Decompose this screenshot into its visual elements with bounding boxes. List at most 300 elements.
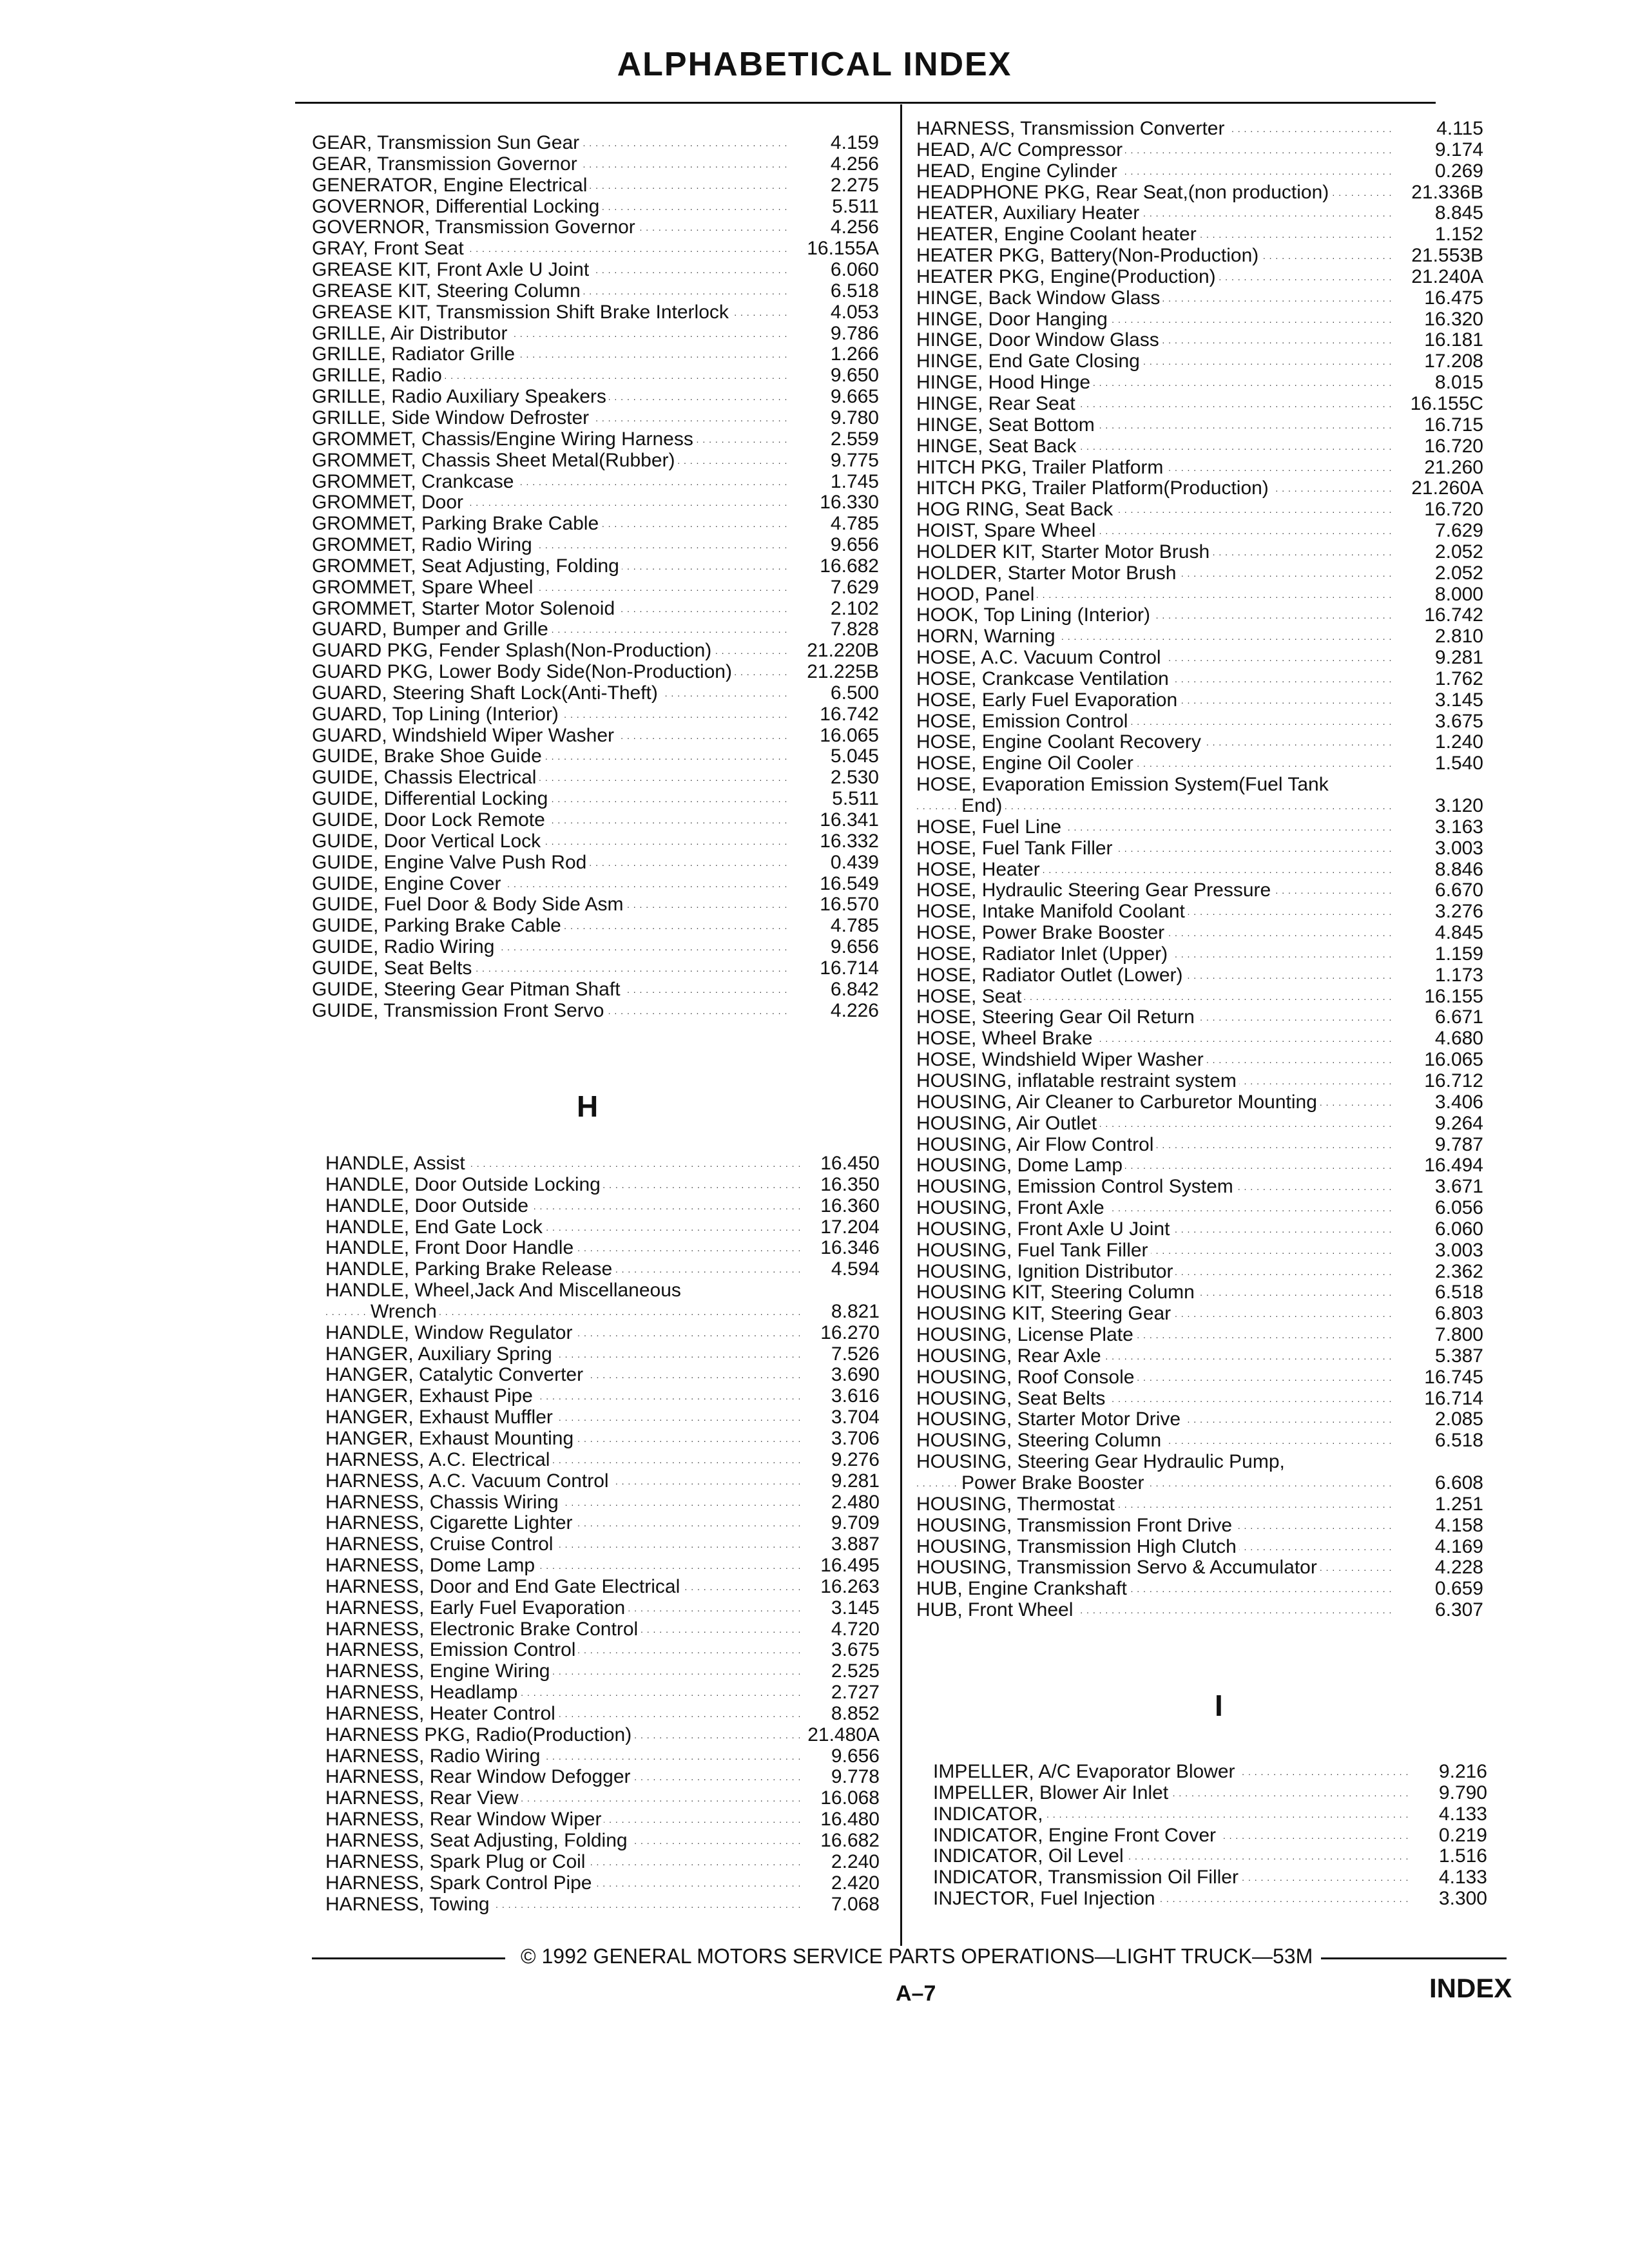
entry-name-text: HEADPHONE PKG, Rear Seat,(non production) [916,182,1331,203]
entry-name [312,937,789,958]
index-entry [312,619,879,640]
entry-reference: 1.745 [830,470,879,492]
entry-name [916,288,1393,309]
entry-name [325,1704,802,1725]
index-entry [325,1809,880,1831]
entry-reference: 4.133 [1438,1867,1487,1888]
entry-name-text: IMPELLER, Blower Air Inlet [933,1783,1171,1803]
entry-name-text: HARNESS, Electronic Brake Control [325,1619,641,1640]
entry-name [325,1153,802,1175]
index-entry [916,1240,1483,1262]
index-entry [916,774,1483,796]
entry-name-text: GUIDE, Fuel Door & Body Side Asm [312,894,626,915]
entry-name [312,323,789,345]
entry-name-text: GUIDE, Parking Brake Cable [312,916,564,936]
entry-name-text: HARNESS, Chassis Wiring [325,1492,561,1513]
footer-copyright: © 1992 GENERAL MOTORS SERVICE PARTS OPERATIONS—LIGHT TRUCK—53M [521,1945,1313,1968]
entry-reference: 5.387 [1434,1345,1483,1367]
entry-name-text: HOUSING, Air Outlet [916,1113,1099,1134]
entry-reference: 8.845 [1434,202,1483,224]
index-entry [916,965,1483,986]
entry-reference: 6.842 [830,978,879,1000]
entry-name-text: GUARD, Bumper and Grille [312,619,551,640]
entry-name [312,852,789,874]
entry-name [312,619,789,640]
left-column [312,133,879,1021]
entry-name [312,958,789,979]
entry-name [325,1640,802,1661]
entry-name [325,1492,802,1514]
index-entry [312,852,879,874]
entry-reference: 6.803 [1434,1303,1483,1325]
entry-name [916,1155,1393,1177]
index-entry [916,880,1483,901]
entry-name [325,1365,802,1386]
entry-reference: 16.682 [820,555,879,577]
entry-name [325,1238,802,1259]
index-entry [325,1153,880,1175]
entry-reference: 2.052 [1434,541,1483,562]
entry-name [325,1323,802,1344]
index-entry [916,1346,1483,1367]
index-entry [916,394,1483,415]
entry-reference: 16.712 [1424,1070,1483,1091]
entry-name [325,1513,802,1534]
entry-name-text: GUIDE, Seat Belts [312,958,474,979]
entry-name [916,1389,1393,1410]
entry-reference: 16.360 [820,1195,880,1216]
entry-name [312,874,789,895]
entry-reference: 16.320 [1424,308,1483,330]
entry-reference: 0.269 [1434,160,1483,182]
entry-name [312,429,789,450]
entry-name-text: HANDLE, End Gate Lock [325,1217,545,1238]
entry-name [933,1783,1410,1804]
entry-name-text: GREASE KIT, Steering Column [312,281,583,302]
entry-reference: 4.169 [1434,1535,1483,1557]
entry-name [916,1600,1393,1621]
entry-name-text: GUIDE, Engine Valve Push Rod [312,852,589,873]
entry-name-text: HOUSING, Rear Axle [916,1346,1104,1367]
entry-name [933,1846,1410,1867]
left-column-h-entries [325,1153,880,1915]
entry-reference: 4.228 [1434,1557,1483,1579]
entry-reference: 16.155C [1410,392,1483,414]
entry-name-text: GRILLE, Radio [312,365,445,386]
entry-reference: 1.540 [1434,753,1483,774]
entry-name-text: HANDLE, Door Outside [325,1196,531,1216]
index-entry [325,1323,880,1344]
entry-name-text: HARNESS, Early Fuel Evaporation [325,1598,628,1619]
index-entry [312,429,879,450]
entry-name-text: HINGE, Hood Hinge [916,372,1093,393]
entry-name [916,1325,1393,1346]
index-entry [916,1367,1483,1389]
index-entry [325,1894,880,1916]
entry-name-text: HOUSING, Roof Console [916,1367,1137,1388]
entry-name [916,1028,1393,1050]
entry-name-text: HANDLE, Assist [325,1153,468,1174]
entry-reference: 9.709 [831,1512,880,1534]
entry-reference: 9.780 [830,407,879,428]
entry-name [916,203,1393,224]
index-entry [325,1365,880,1386]
entry-name-text: GUIDE, Chassis Electrical [312,767,539,788]
index-entry [916,626,1483,648]
entry-name-text: HUB, Front Wheel [916,1600,1075,1620]
index-entry [325,1577,880,1598]
index-entry [325,1450,880,1471]
entry-name-text: HOUSING, Front Axle U Joint [916,1219,1172,1240]
entry-name [916,1409,1393,1430]
entry-name-text: HOUSING, Air Cleaner to Carburetor Mounting [916,1092,1320,1113]
entry-name-text: HOSE, Crankcase Ventilation [916,669,1171,689]
entry-name [312,683,789,704]
index-entry [916,648,1483,669]
entry-reference: 4.053 [830,301,879,323]
entry-reference: 17.204 [820,1216,880,1238]
entry-reference: 16.346 [820,1237,880,1259]
entry-reference: 4.594 [831,1258,880,1280]
index-entry [916,1028,1483,1050]
index-entry [312,133,879,154]
entry-reference: 16.742 [820,703,879,725]
entry-reference: 2.727 [831,1682,880,1704]
entry-name-text: GRAY, Front Seat [312,238,467,259]
index-entry [325,1238,880,1259]
index-entry [325,1598,880,1619]
entry-name [916,648,1393,669]
index-entry [312,260,879,281]
entry-reference: 16.270 [820,1321,880,1343]
title-rule [295,102,1436,104]
entry-reference: 0.219 [1438,1824,1487,1846]
index-entry [916,457,1483,479]
entry-name-text: HEATER PKG, Engine(Production) [916,267,1219,287]
entry-name [312,514,789,535]
entry-name [312,979,789,1001]
page-number: A–7 [896,1981,936,2006]
entry-reference: 3.145 [831,1597,880,1619]
index-entry [916,1473,1483,1494]
entry-reference: 4.159 [830,132,879,153]
index-entry [312,704,879,726]
entry-reference: 7.828 [830,619,879,640]
index-entry [916,415,1483,436]
entry-name-text: HUB, Engine Crankshaft [916,1579,1130,1599]
entry-reference: 4.256 [830,153,879,175]
index-entry [325,1852,880,1873]
entry-name [325,1831,802,1852]
entry-name-text: HINGE, Door Window Glass [916,330,1162,351]
entry-name-text: HEATER PKG, Battery(Non-Production) [916,245,1261,266]
entry-name [325,1619,802,1640]
entry-reference: 2.085 [1434,1408,1483,1430]
entry-name [933,1762,1410,1783]
entry-name-text: HORN, Warning [916,626,1058,647]
entry-name [312,831,789,852]
entry-name [325,1450,802,1471]
entry-name-text: HOSE, Wheel Brake [916,1028,1095,1049]
entry-reference: 16.332 [820,830,879,852]
entry-name [325,1682,802,1704]
entry-name-text: GUARD PKG, Fender Splash(Non-Production) [312,640,714,661]
index-entry [916,436,1483,457]
index-entry [916,140,1483,161]
entry-name-text: HARNESS, Spark Control Pipe [325,1873,595,1894]
entry-reference: 16.155 [1424,985,1483,1007]
entry-name [916,605,1393,626]
index-entry [312,789,879,810]
entry-name [325,1725,802,1746]
entry-reference: 2.052 [1434,562,1483,584]
entry-reference: 9.281 [1434,647,1483,669]
entry-name-text: GREASE KIT, Front Axle U Joint [312,260,592,280]
entry-name [916,1282,1393,1303]
entry-name-text: HOUSING, Transmission High Clutch [916,1537,1239,1557]
entry-name [325,1809,802,1831]
right-column [916,119,1483,1621]
index-entry [916,1325,1483,1346]
footer-rule-right [1321,1957,1507,1959]
entry-name-text: HOUSING, Dome Lamp [916,1155,1125,1176]
entry-name-text: GRILLE, Air Distributor [312,323,510,344]
index-entry [312,344,879,365]
entry-reference: 6.060 [830,259,879,281]
entry-name-text: GEAR, Transmission Sun Gear [312,133,582,153]
entry-name-text: HOUSING, Air Flow Control [916,1135,1156,1155]
entry-name-text: INDICATOR, Engine Front Cover [933,1825,1219,1846]
entry-name [312,197,789,218]
index-entry [916,478,1483,499]
entry-name [916,711,1393,733]
index-entry [933,1888,1487,1910]
entry-name [916,182,1393,204]
entry-name-text: GUIDE, Transmission Front Servo [312,1001,606,1021]
footer-rule-left [312,1957,505,1959]
entry-reference: 7.629 [830,576,879,598]
entry-name [916,1240,1393,1262]
entry-name-text: GUARD, Windshield Wiper Washer [312,726,617,746]
entry-reference: 16.570 [820,894,879,916]
entry-name-text: HOUSING, License Plate [916,1325,1136,1345]
entry-reference: 8.015 [1434,372,1483,394]
index-entry [312,387,879,408]
entry-reference: 2.559 [830,428,879,450]
index-entry [325,1471,880,1492]
entry-reference: 16.068 [820,1787,880,1809]
index-entry [916,119,1483,140]
entry-name [325,1280,802,1302]
entry-name-text: HOLDER, Starter Motor Brush [916,563,1179,584]
entry-name-text: HOOK, Top Lining (Interior) [916,605,1153,626]
entry-name-text: HOSE, A.C. Vacuum Control [916,648,1164,668]
entry-reference: 1.516 [1438,1845,1487,1867]
index-entry [312,197,879,218]
index-entry [312,767,879,789]
index-entry [916,330,1483,351]
entry-name-text: GEAR, Transmission Governor [312,154,580,175]
entry-name [933,1888,1410,1910]
entry-name-text: HOUSING, Steering Column [916,1430,1164,1451]
entry-name-text: HITCH PKG, Trailer Platform(Production) [916,478,1271,499]
index-entry [312,408,879,429]
entry-name [325,1344,802,1365]
index-entry [916,351,1483,372]
entry-name-text: GUIDE, Steering Gear Pitman Shaft [312,979,623,1000]
index-entry [325,1344,880,1365]
entry-name [916,1494,1393,1515]
index-entry [325,1619,880,1640]
index-entry [312,726,879,747]
entry-reference: 9.790 [1438,1782,1487,1803]
index-entry [933,1825,1487,1847]
entry-name-text: HINGE, Back Window Glass [916,288,1162,309]
entry-reference: 4.785 [830,513,879,535]
entry-reference: 8.846 [1434,858,1483,880]
entry-reference: 4.256 [830,216,879,238]
entry-reference: 2.530 [830,767,879,789]
entry-reference: 9.787 [1434,1133,1483,1155]
entry-name [312,767,789,789]
index-entry [312,492,879,514]
entry-name-text: HEATER, Auxiliary Heater [916,203,1142,224]
entry-name-text: HARNESS, Towing [325,1894,492,1915]
entry-name [312,472,789,493]
entry-name-text: HOIST, Spare Wheel [916,521,1098,541]
index-entry [916,860,1483,881]
index-entry [916,838,1483,860]
index-entry [916,753,1483,774]
entry-name-text: HOSE, Heater [916,860,1043,880]
entry-reference: 5.045 [830,745,879,767]
index-entry [312,365,879,387]
entry-name [916,1537,1393,1558]
entry-reference: 6.670 [1434,879,1483,901]
entry-reference: 9.264 [1434,1112,1483,1134]
entry-name [916,1135,1393,1156]
index-entry [916,1303,1483,1325]
entry-name-text: HOUSING, Starter Motor Drive [916,1409,1183,1430]
entry-name-text: HOSE, Engine Coolant Recovery [916,732,1204,753]
entry-name [916,542,1393,563]
entry-reference: 21.225B [807,661,879,683]
index-entry [325,1788,880,1809]
index-entry [312,535,879,556]
entry-reference: 7.526 [831,1343,880,1365]
entry-name [916,309,1393,331]
index-entry [312,979,879,1001]
entry-reference: 3.671 [1434,1176,1483,1198]
index-entry [916,521,1483,542]
entry-name-text: HITCH PKG, Trailer Platform [916,457,1166,478]
entry-name-text: HOLDER KIT, Starter Motor Brush [916,542,1212,562]
index-entry [916,542,1483,563]
entry-name [312,217,789,238]
index-entry [916,1494,1483,1515]
entry-name-text: HOSE, Emission Control [916,711,1130,732]
entry-name [916,140,1393,161]
entry-reference: 3.145 [1434,689,1483,711]
entry-name-text: HARNESS, Cigarette Lighter [325,1513,575,1533]
entry-reference: 16.714 [820,957,879,979]
entry-reference: 9.656 [830,534,879,556]
index-entry [916,182,1483,204]
index-entry [916,309,1483,331]
entry-name [312,556,789,577]
entry-name [325,1428,802,1450]
entry-name-text: GROMMET, Door [312,492,466,513]
entry-reference: 16.450 [820,1153,880,1174]
entry-name-text: GUIDE, Door Lock Remote [312,810,548,831]
entry-reference: 9.778 [831,1766,880,1788]
entry-reference: 6.500 [830,682,879,704]
entry-reference: 16.682 [820,1830,880,1851]
entry-name-text: INJECTOR, Fuel Injection [933,1888,1158,1909]
index-entry [312,1001,879,1022]
entry-name [916,880,1393,901]
index-entry [325,1640,880,1661]
index-entry [325,1513,880,1534]
entry-name-text: GUARD, Top Lining (Interior) [312,704,561,725]
entry-name-text: GROMMET, Parking Brake Cable [312,514,601,534]
entry-reference: 16.475 [1424,287,1483,309]
entry-name [312,810,789,831]
entry-name-text: HEAD, A/C Compressor [916,140,1125,160]
index-entry [933,1846,1487,1867]
entry-reference: 6.671 [1434,1006,1483,1028]
entry-name-text: GUARD, Steering Shaft Lock(Anti-Theft) [312,683,660,704]
entry-name-text: HARNESS, A.C. Electrical [325,1450,552,1470]
entry-name [325,1788,802,1809]
index-entry [916,161,1483,182]
entry-name [916,119,1393,140]
index-entry [916,1282,1483,1303]
entry-name [933,1804,1410,1825]
index-entry [325,1196,880,1217]
entry-reference: 21.240A [1411,265,1483,287]
index-entry [312,640,879,662]
entry-reference: 9.216 [1438,1761,1487,1782]
entry-name-text: HOUSING, Front Axle [916,1198,1107,1218]
entry-name [916,1367,1393,1389]
entry-name-text: HARNESS, Engine Wiring [325,1661,552,1682]
entry-name [312,344,789,365]
entry-name [916,1198,1393,1219]
entry-name [916,161,1393,182]
index-entry [325,1534,880,1555]
entry-name-text: HOUSING, Ignition Distributor [916,1262,1175,1282]
entry-name-text: HARNESS, A.C. Vacuum Control [325,1471,612,1492]
entry-name [916,1346,1393,1367]
index-entry [916,817,1483,838]
index-entry [312,281,879,302]
entry-name [312,535,789,556]
entry-name [916,753,1393,774]
entry-name [916,774,1393,796]
entry-name [916,1007,1393,1028]
entry-reference: 9.174 [1434,139,1483,160]
entry-name-text: HOSE, Radiator Outlet (Lower) [916,965,1185,986]
index-entry [325,1386,880,1407]
entry-name [916,901,1393,923]
index-entry [916,1155,1483,1177]
entry-reference: 2.480 [831,1491,880,1513]
index-entry [933,1783,1487,1804]
entry-name-text: HARNESS, Headlamp [325,1682,520,1703]
entry-name [916,478,1393,499]
entry-reference: 16.155A [807,238,879,260]
